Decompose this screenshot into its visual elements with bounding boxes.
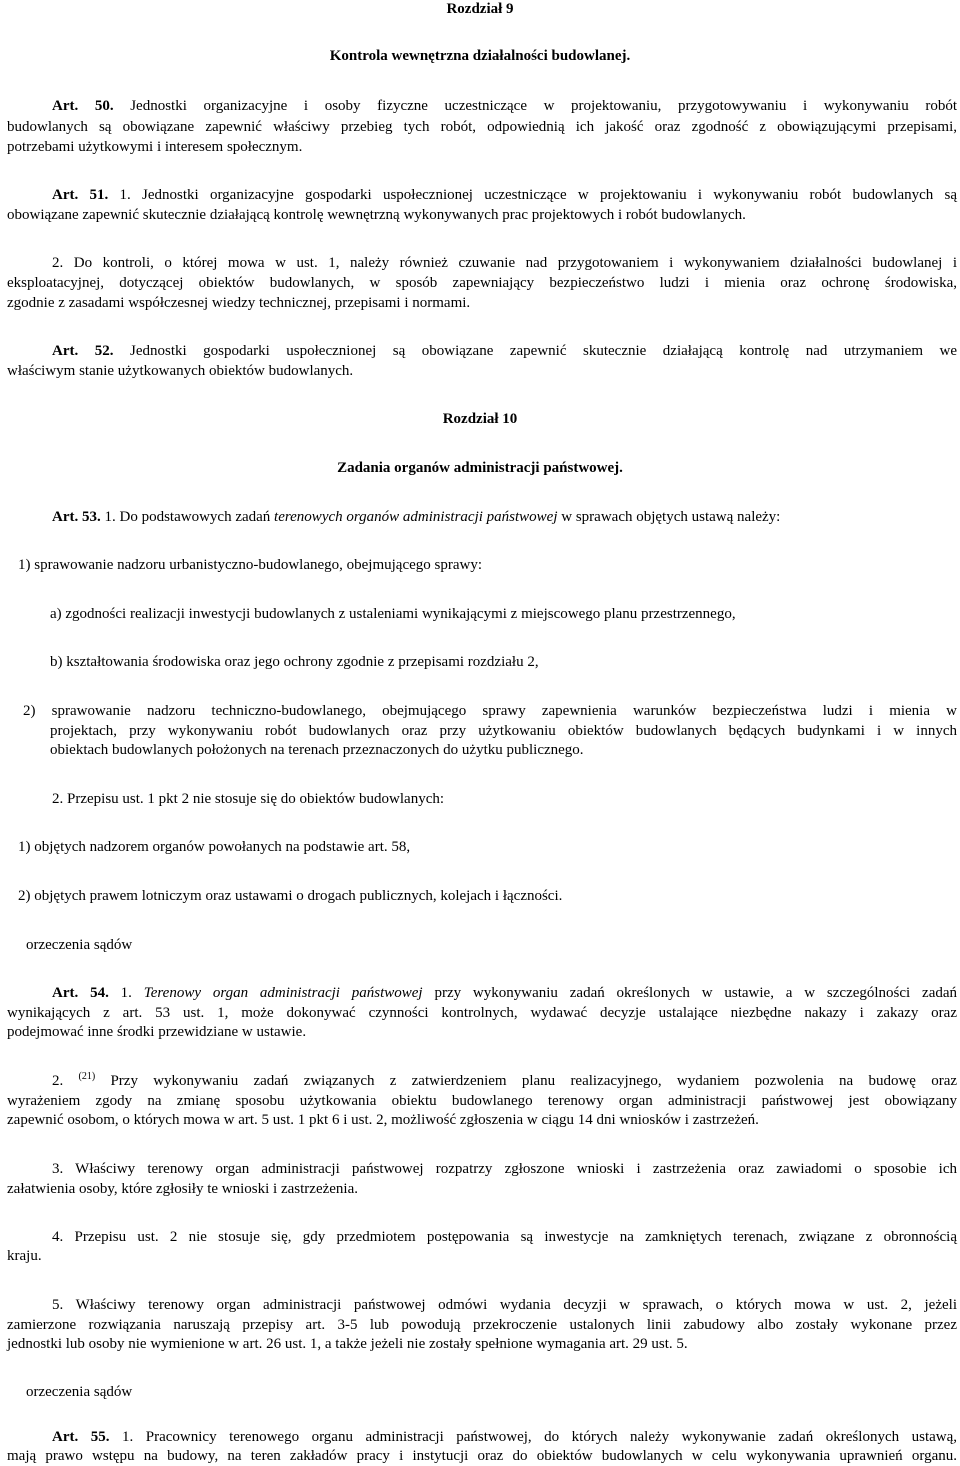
art-54-p5-line-1: 5. Właściwy terenowy organ administracji państwowej odmówi wydania decyzji w sprawach, o których mowa w ust. 2, jeżeli: [52, 1297, 957, 1313]
art-54-line-3: podejmować inne środki przewidziane w ustawie.: [7, 1024, 307, 1040]
art-51-line-2: obowiązane zapewnić skutecznie działającą kontrolę wewnętrzną wykonywanych prac projektowych i robót budowlanych.: [7, 207, 746, 223]
art-53-line-1: Art. 53. 1. Do podstawowych zadań terenowych organów administracji państwowej w sprawach objętych ustawą należy:: [52, 509, 781, 525]
art-51-label: Art. 51.: [52, 187, 109, 203]
art-54-line-1: Art. 54. 1. Terenowy organ administracji państwowej przy wykonywaniu zadań określonych w ustawie, a w szczególności zadań: [52, 985, 958, 1001]
art-50-label: Art. 50.: [52, 98, 114, 114]
art-50-line-2: budowlanych są obowiązane zapewnić właściwy przebieg tych robót, odpowiednią ich jakość oraz zgodność z obowiązującymi przepisami,: [7, 119, 957, 135]
chapter-10-title: Zadania organów administracji państwowej.: [337, 460, 623, 476]
art-54-p5-line-2: zamierzone rozwiązania naruszają przepisy art. 3-5 lub powodują przekroczenie ustalonych linii zabudowy albo zostały wykonane przez: [7, 1317, 957, 1333]
art-53-p2-item-2: 2) objętych prawem lotniczym oraz ustawami o drogach publicznych, kolejach i łączności.: [18, 888, 563, 904]
art-54-p2-line-1: 2. $^{(21)}$ Przy wykonywaniu zadań związanych z zatwierdzeniem planu realizacyjnego, wydaniem pozwolenia na budowę oraz: [52, 1071, 958, 1089]
art-51-p2-line-2: eksploatacyjnej, dotyczącej obiektów budowlanych, w sposób zapewniający bezpieczeństwo ludzi i mienia oraz ochronę środowiska,: [7, 275, 957, 291]
chapter-9-heading: Rozdział 9: [446, 1, 514, 17]
chapter-10-heading: Rozdział 10: [442, 411, 518, 427]
art-52-line-1: Art. 52. Jednostki gospodarki uspołecznionej są obowiązane zapewnić skutecznie działającą kontrolę nad utrzymaniem we: [52, 343, 957, 359]
art-53-item-b: b) kształtowania środowiska oraz jego ochrony zgodnie z przepisami rozdziału 2,: [50, 654, 539, 670]
art-54-p4-line-1: 4. Przepisu ust. 2 nie stosuje się, gdy przedmiotem postępowania są inwestycje na zamkniętych terenach, związane z obronnością: [52, 1229, 957, 1245]
art-53-item-2-line-1: 2) sprawowanie nadzoru techniczno-budowlanego, obejmującego sprawy zapewnienia warunków bezpieczeństwa ludzi i mienia w: [23, 703, 957, 719]
art-53-item-a: a) zgodności realizacji inwestycji budowlanych z ustaleniami wynikającymi z miejscowego planu przestrzennego,: [50, 606, 736, 622]
art-55-label: Art. 55.: [52, 1429, 110, 1445]
art-54-line-2: wynikających z art. 53 ust. 1, może dokonywać czynności kontrolnych, wydawać decyzje ustalające niezbędne nakazy i zakazy oraz: [7, 1005, 957, 1021]
art-54-p3-line-1: 3. Właściwy terenowy organ administracji państwowej rozpatrzy zgłoszone wnioski i zastrzeżenia oraz zawiadomi o sposobie ich: [52, 1161, 957, 1177]
art-53-item-2-line-2: projektach, przy wykonywaniu robót budowlanych oraz przy użytkowaniu obiektów budowlanych będących budynkami i w innych: [50, 723, 957, 739]
art-53-label: Art. 53.: [52, 509, 101, 525]
art-55-line-1: Art. 55. 1. Pracownicy terenowego organu administracji państwowej, do których należy wykonywanie zadań określonych ustawą,: [52, 1429, 958, 1445]
art-53-item-1: 1) sprawowanie nadzoru urbanistyczno-budowlanego, obejmującego sprawy:: [18, 557, 483, 573]
art-52-line-2: właściwym stanie użytkowanych obiektów budowlanych.: [7, 363, 354, 379]
art-53-item-2-line-3: obiektach budowlanych położonych na terenach przeznaczonych do użytku publicznego.: [50, 742, 584, 758]
art-53-p2-item-1: 1) objętych nadzorem organów powołanych na podstawie art. 58,: [18, 839, 411, 855]
art-51-p2-line-1: 2. Do kontroli, o której mowa w ust. 1, należy również czuwanie nad przygotowaniem i wykonywaniem działalności budowlanej i: [52, 255, 957, 271]
art-52-label: Art. 52.: [52, 343, 114, 359]
art-54-p4-line-2: kraju.: [7, 1248, 42, 1264]
art-54-p2-line-3: zapewnić osobom, o których mowa w art. 5 ust. 1 pkt 6 i ust. 2, możliwość zgłoszenia w ciągu 14 dni wniosków i zastrzeżeń.: [7, 1112, 759, 1128]
chapter-9-title: Kontrola wewnętrzna działalności budowlanej.: [329, 48, 631, 64]
court-rulings-note-1[interactable]: orzeczenia sądów: [26, 937, 133, 953]
art-50-line-1: Art. 50. Jednostki organizacyjne i osoby fizyczne uczestniczące w projektowaniu, przygotowywaniu i wykonywaniu robót: [52, 98, 957, 114]
art-50-line-3: potrzebami użytkowymi i interesem społecznym.: [7, 139, 303, 155]
court-rulings-note-2[interactable]: orzeczenia sądów: [26, 1384, 133, 1400]
art-55-line-2: mają prawo wstępu na budowy, na teren zakładów pracy i instytucji oraz do obiektów budowlanych w celu wykonywania uprawnień organu.: [7, 1448, 957, 1464]
art-51-p2-line-3: zgodnie z zasadami współczesnej wiedzy technicznej, przepisami i normami.: [7, 295, 471, 311]
art-54-p3-line-2: załatwienia osoby, które zgłosiły te wnioski i zastrzeżenia.: [7, 1181, 358, 1197]
art-54-label: Art. 54.: [52, 985, 109, 1001]
art-51-line-1: Art. 51. 1. Jednostki organizacyjne gospodarki uspołecznionej uczestniczące w projektowaniu i wykonywaniu robót budowlanych są: [52, 187, 958, 203]
art-53-p2: 2. Przepisu ust. 1 pkt 2 nie stosuje się do obiektów budowlanych:: [52, 791, 445, 807]
art-54-p2-line-2: wyrażeniem zgody na zmianę sposobu użytkowania obiektu budowlanego terenowy organ administracji państwowej jest obowiązany: [7, 1093, 957, 1109]
art-54-p5-line-3: jednostki lub osoby nie wymienione w art. 26 ust. 1, a także jeżeli nie zostały spełnione wymagania art. 29 ust. 5.: [7, 1336, 688, 1352]
